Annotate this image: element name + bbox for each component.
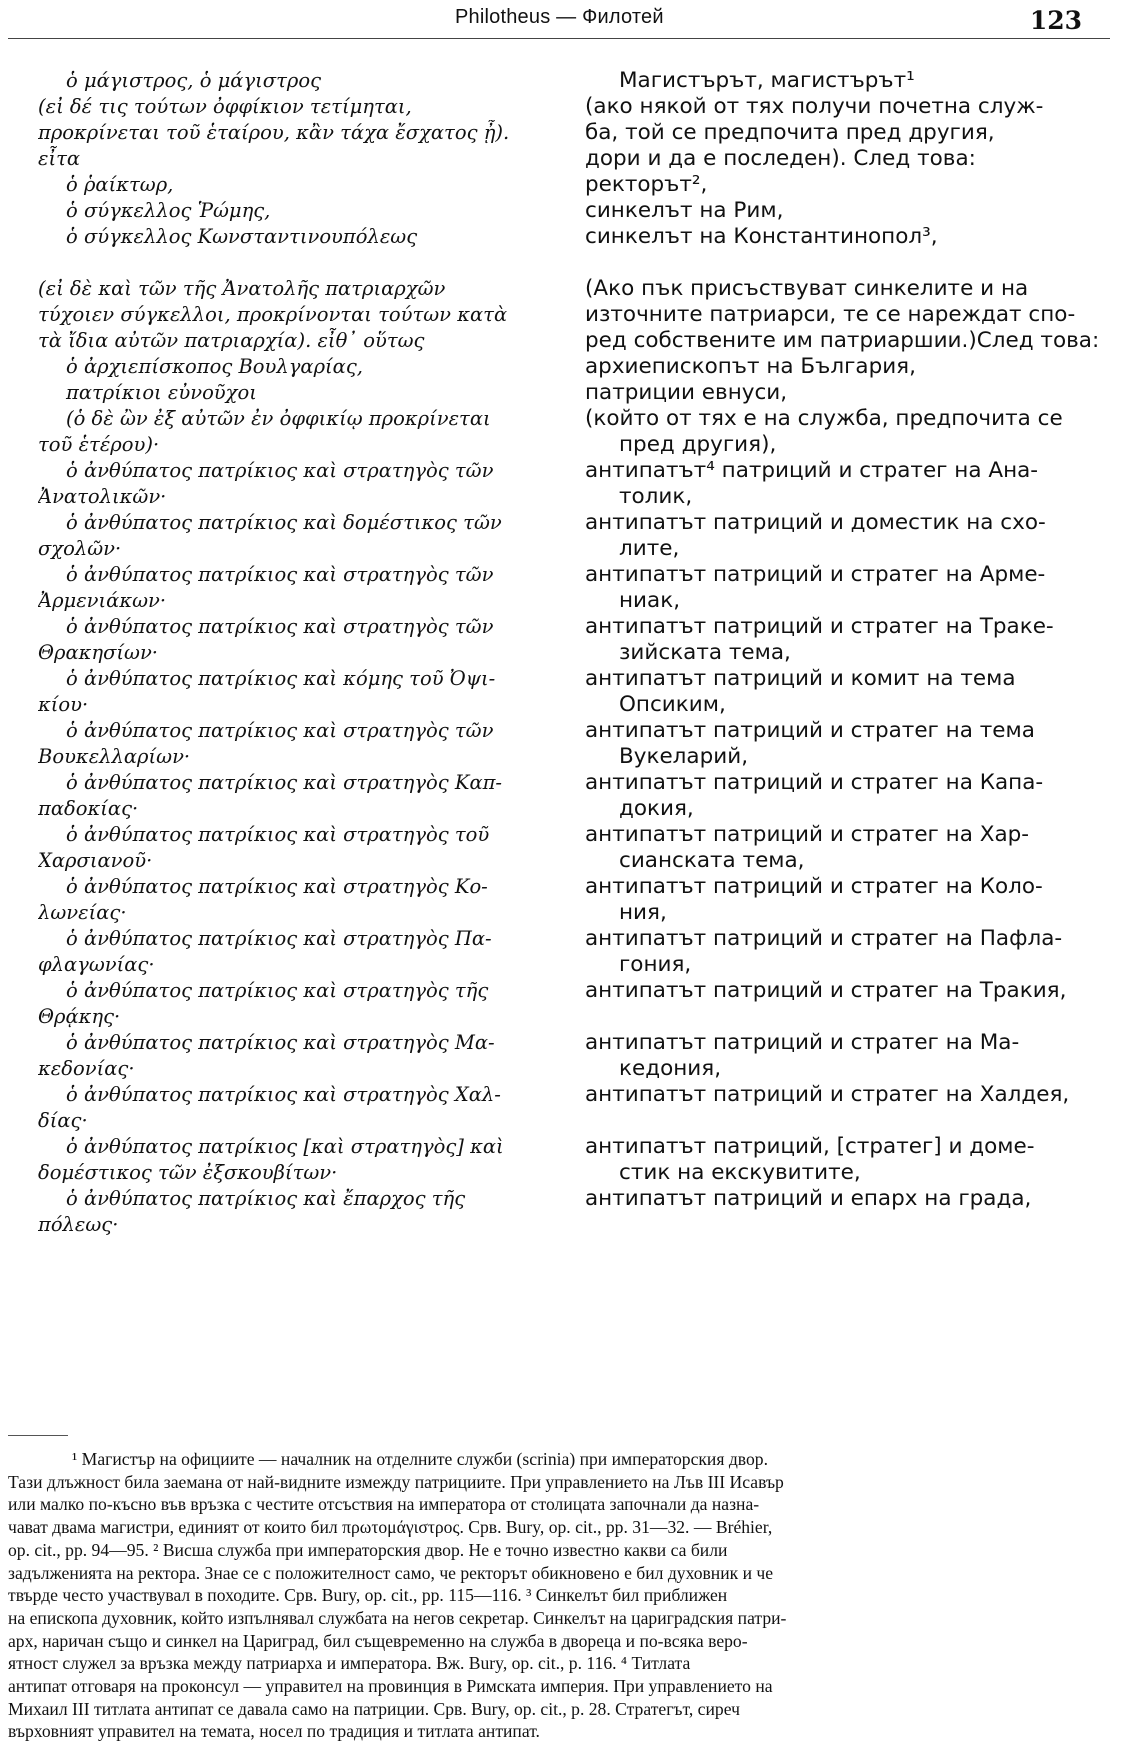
greek-line: ὁ ἀνθύπατος πατρίκιος καὶ στρατηγὸς Κο- bbox=[66, 875, 488, 898]
greek-line: δίας· bbox=[38, 1109, 88, 1132]
bulgarian-line bbox=[585, 250, 1130, 276]
greek-column bbox=[38, 68, 560, 1238]
greek-line: τοῦ ἑτέρου)· bbox=[38, 433, 160, 456]
footnote-line: арх, наричан също и синкел на Цариград, бил същевременно на служба в двореца и по-всяка веро- bbox=[8, 1630, 748, 1651]
greek-line: Βουκελλαρίων· bbox=[38, 745, 191, 768]
bulgarian-line: (Ако пък присъствуват синкелите и на bbox=[585, 276, 1029, 301]
greek-line: Θρακησίων· bbox=[38, 641, 158, 664]
bulgarian-line: гония, bbox=[619, 952, 692, 977]
greek-line: σχολῶν· bbox=[38, 537, 122, 560]
greek-line: (εἰ δέ τις τούτων ὀφφίκιον τετίμηται, bbox=[38, 95, 412, 118]
bulgarian-line: антипатът патриций и стратег на Ма- bbox=[585, 1030, 1020, 1055]
footnote-line: ¹ Магистър на официите — началник на отделните служби (scrinia) при императорския двор. bbox=[72, 1449, 768, 1469]
bulgarian-line: стик на екскувитите, bbox=[619, 1160, 861, 1185]
bulgarian-line: синкелът на Константинопол³, bbox=[585, 224, 938, 249]
greek-line: ὁ ἀνθύπατος πατρίκιος καὶ στρατηγὸς τῶν bbox=[66, 563, 494, 586]
greek-line: ὁ ἀρχιεπίσκοπος Βουλγαρίας, bbox=[66, 355, 363, 378]
greek-line: φλαγωνίας· bbox=[38, 953, 155, 976]
bulgarian-line: ред собствените им патриаршии.)След това: bbox=[585, 328, 1100, 353]
bulgarian-line: антипатът патриций и стратег на Капа- bbox=[585, 770, 1044, 795]
footnote-line: Михаил III титлата антипат се давала само на патриции. Срв. Bury, op. cit., p. 28. Стратегът, сиреч bbox=[8, 1698, 740, 1719]
footnote-line: op. cit., pp. 94—95. ² Висша служба при императорския двор. Не е точно известно какви са били bbox=[8, 1539, 728, 1560]
greek-line: παδοκίας· bbox=[38, 797, 139, 820]
footnote-line: или малко по-късно във връзка с честите отсъствия на императора от столицата започнали да назна- bbox=[8, 1494, 760, 1515]
greek-line: (εἰ δὲ καὶ τῶν τῆς Ἀνατολῆς πατριαρχῶν bbox=[38, 277, 446, 300]
greek-line: ὁ ῥαίκτωρ, bbox=[66, 173, 174, 196]
bulgarian-line bbox=[585, 1004, 1130, 1030]
bulgarian-line: антипатът патриций и стратег на Халдея, bbox=[585, 1082, 1070, 1107]
greek-line: ὁ ἀνθύπατος πατρίκιος καὶ στρατηγὸς τῶν bbox=[66, 719, 494, 742]
greek-line: (ὁ δὲ ὢν ἐξ αὐτῶν ἐν ὀφφικίῳ προκρίνεται bbox=[66, 407, 491, 430]
bulgarian-line: зийската тема, bbox=[619, 640, 791, 665]
bulgarian-line: ректорът², bbox=[585, 172, 708, 197]
greek-line bbox=[38, 250, 560, 276]
page-number: 123 bbox=[1029, 6, 1082, 35]
greek-line: ὁ ἀνθύπατος πατρίκιος καὶ στρατηγὸς τῶν bbox=[66, 459, 494, 482]
greek-line: ὁ ἀνθύπατος πατρίκιος καὶ στρατηγὸς Μα- bbox=[66, 1031, 495, 1054]
header-rule bbox=[8, 38, 1110, 39]
running-title: Philotheus — Филотей bbox=[455, 6, 664, 28]
bulgarian-line: антипатът патриций, [стратег] и доме- bbox=[585, 1134, 1035, 1159]
footnote-line: ятност служел за връзка между патриарха и императора. Вж. Bury, op. cit., p. 116. ⁴ Титлата bbox=[8, 1653, 691, 1674]
bulgarian-line: Опсиким, bbox=[619, 692, 726, 717]
bulgarian-line: антипатът⁴ патриций и стратег на Ана- bbox=[585, 458, 1039, 483]
bulgarian-line: пред другия), bbox=[619, 432, 777, 457]
bulgarian-line: ния, bbox=[619, 900, 667, 925]
bulgarian-line: антипатът патриций и стратег на Хар- bbox=[585, 822, 1030, 847]
greek-line: Θρᾴκης· bbox=[38, 1005, 121, 1028]
bulgarian-line: докия, bbox=[619, 796, 694, 821]
footnote-line: чават двама магистри, единият от които бил πρωτομάγιστρος. Срв. Bury, op. cit., pp. 31—32. — Bréhier, bbox=[8, 1517, 773, 1538]
bulgarian-line: Вукеларий, bbox=[619, 744, 749, 769]
page-header bbox=[0, 6, 1140, 46]
greek-line: ὁ ἀνθύπατος πατρίκιος καὶ ἔπαρχος τῆς bbox=[66, 1187, 466, 1210]
bulgarian-line bbox=[585, 1212, 1130, 1238]
greek-line: προκρίνεται τοῦ ἑταίρου, κἂν τάχα ἔσχατος ᾖ). bbox=[38, 121, 510, 144]
footnote-line: твърде често участвувал в походите. Срв. Bury, op. cit., pp. 115—116. ³ Синкелът бил приближен bbox=[8, 1585, 728, 1606]
bulgarian-line: антипатът патриций и стратег на Траке- bbox=[585, 614, 1054, 639]
footnote-line: задълженията на ректора. Знае се с положителност само, че ректорът обикновено е бил духовник и че bbox=[8, 1562, 774, 1583]
greek-line: ὁ μάγιστρος, ὁ μάγιστρος bbox=[66, 69, 322, 92]
bulgarian-line: антипатът патриций и стратег на Пафла- bbox=[585, 926, 1063, 951]
bulgarian-column bbox=[585, 68, 1130, 1238]
bulgarian-line: патриции евнуси, bbox=[585, 380, 788, 405]
greek-line: ὁ ἀνθύπατος πατρίκιος καὶ στρατηγὸς τῆς bbox=[66, 979, 489, 1002]
greek-line: ὁ ἀνθύπατος πατρίκιος καὶ δομέστικος τῶν bbox=[66, 511, 502, 534]
footnote-line: Тази длъжност била заемана от най-видните измежду патрициите. При управлението на Лъв III Исавър bbox=[8, 1471, 784, 1492]
bulgarian-line: антипатът патриций и стратег на Коло- bbox=[585, 874, 1043, 899]
greek-line: Χαρσιανοῦ· bbox=[38, 849, 153, 872]
bulgarian-line: антипатът патриций и комит на тема bbox=[585, 666, 1016, 691]
bulgarian-line: антипатът патриций и стратег на Арме- bbox=[585, 562, 1046, 587]
footnote-line: антипат отговаря на проконсул — управител на провинция в Римската империя. При управлението на bbox=[8, 1676, 773, 1697]
greek-line: ὁ ἀνθύπατος πατρίκιος [καὶ στρατηγὸς] καὶ bbox=[66, 1135, 504, 1158]
greek-line: ὁ ἀνθύπατος πατρίκιος καὶ στρατηγὸς τῶν bbox=[66, 615, 494, 638]
greek-line: ὁ ἀνθύπατος πατρίκιος καὶ κόμης τοῦ Ὀψι- bbox=[66, 667, 496, 690]
greek-line: Ἀνατολικῶν· bbox=[38, 485, 167, 508]
greek-line: ὁ ἀνθύπατος πατρίκιος καὶ στρατηγὸς τοῦ bbox=[66, 823, 490, 846]
greek-line: κίου· bbox=[38, 693, 89, 716]
greek-line: ὁ ἀνθύπατος πατρίκιος καὶ στρατηγὸς Πα- bbox=[66, 927, 492, 950]
greek-line: ὁ σύγκελλος Κωνσταντινουπόλεως bbox=[66, 225, 418, 248]
bulgarian-line: архиепископът на България, bbox=[585, 354, 916, 379]
bulgarian-line: (който от тях е на служба, предпочита се bbox=[585, 406, 1063, 431]
greek-line: κεδονίας· bbox=[38, 1057, 135, 1080]
bulgarian-line: сианската тема, bbox=[619, 848, 805, 873]
bulgarian-line: кедония, bbox=[619, 1056, 722, 1081]
bulgarian-line: антипатът патриций и стратег на тема bbox=[585, 718, 1035, 743]
bulgarian-line: ба, той се предпочита пред другия, bbox=[585, 120, 995, 145]
bulgarian-line: синкелът на Рим, bbox=[585, 198, 784, 223]
greek-line: λωνείας· bbox=[38, 901, 127, 924]
footnotes bbox=[8, 1448, 1130, 1743]
greek-line: τὰ ἴδια αὐτῶν πατριαρχία). εἶθ᾽ οὕτως bbox=[38, 329, 425, 352]
bulgarian-line bbox=[585, 1108, 1130, 1134]
bulgarian-line: антипатът патриций и стратег на Тракия, bbox=[585, 978, 1067, 1003]
bulgarian-line: лите, bbox=[619, 536, 680, 561]
bulgarian-line: (ако някой от тях получи почетна служ- bbox=[585, 94, 1044, 119]
greek-line: ὁ ἀνθύπατος πατρίκιος καὶ στρατηγὸς Χαλ- bbox=[66, 1083, 501, 1106]
bulgarian-line: толик, bbox=[619, 484, 693, 509]
greek-line: ὁ σύγκελλος Ῥώμης, bbox=[66, 199, 271, 222]
bulgarian-line: ниак, bbox=[619, 588, 681, 613]
greek-line: Ἀρμενιάκων· bbox=[38, 589, 167, 612]
footnote-rule bbox=[8, 1435, 68, 1436]
greek-line: ὁ ἀνθύπατος πατρίκιος καὶ στρατηγὸς Καπ- bbox=[66, 771, 503, 794]
greek-line: τύχοιεν σύγκελλοι, προκρίνονται τούτων κατὰ bbox=[38, 303, 508, 326]
bulgarian-line: Магистърът, магистърът¹ bbox=[619, 68, 915, 93]
greek-line: εἶτα bbox=[38, 147, 81, 170]
bulgarian-line: дори и да е последен). След това: bbox=[585, 146, 976, 171]
footnote-line: на епископа духовник, който изпълнявал службата на негов секретар. Синкелът на цариградския патри- bbox=[8, 1607, 787, 1628]
greek-line: πατρίκιοι εὐνοῦχοι bbox=[66, 381, 257, 404]
bulgarian-line: антипатът патриций и доместик на схо- bbox=[585, 510, 1046, 535]
greek-line: δομέστικος τῶν ἐξσκουβίτων· bbox=[38, 1161, 338, 1184]
bulgarian-line: антипатът патриций и епарх на града, bbox=[585, 1186, 1032, 1211]
bulgarian-line: източните патриарси, те се нареждат спо- bbox=[585, 302, 1076, 327]
footnote-line: върховният управител на темата, носел по традиция и титлата антипат. bbox=[8, 1721, 540, 1742]
greek-line: πόλεως· bbox=[38, 1213, 119, 1236]
